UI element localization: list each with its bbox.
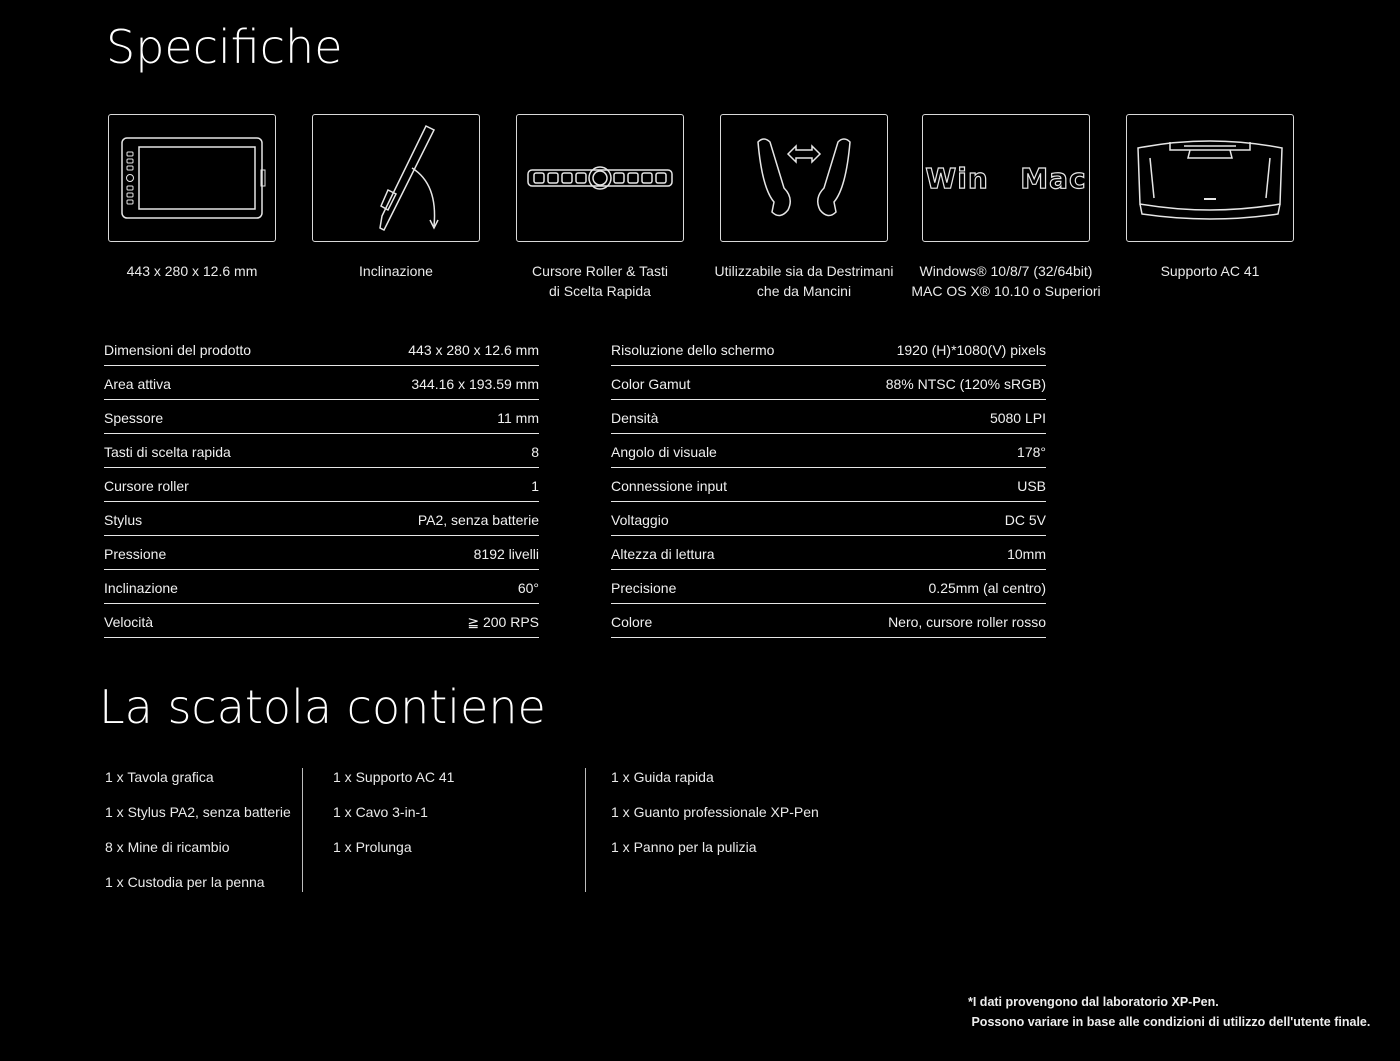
spec-value: 88% NTSC (120% sRGB) — [885, 376, 1046, 392]
specs-table-right — [611, 333, 1046, 638]
spec-row — [611, 571, 1046, 604]
list-item: 1 x Guida rapida — [611, 769, 714, 785]
spec-value: USB — [1017, 478, 1046, 494]
spec-label: Cursore roller — [104, 478, 189, 494]
list-item: 1 x Guanto professionale XP-Pen — [611, 804, 819, 820]
win-mac-icon — [922, 114, 1090, 242]
spec-label: Area attiva — [104, 376, 171, 392]
box-list-2 — [333, 766, 454, 871]
spec-value: 0.25mm (al centro) — [928, 580, 1046, 596]
spec-row — [611, 435, 1046, 468]
win-label: Win — [925, 161, 989, 195]
spec-label: Connessione input — [611, 478, 727, 494]
spec-value: DC 5V — [1004, 512, 1046, 528]
spec-label: Stylus — [104, 512, 143, 528]
spec-row — [611, 333, 1046, 366]
spec-value: 8192 livelli — [473, 546, 539, 562]
spec-row — [611, 537, 1046, 570]
spec-row — [611, 469, 1046, 502]
feature-dimensions — [108, 114, 276, 279]
spec-label: Dimensioni del prodotto — [104, 342, 252, 358]
feature-tilt — [312, 114, 480, 279]
spec-row — [104, 367, 539, 400]
feature-caption: 443 x 280 x 12.6 mm — [126, 263, 258, 279]
spec-value: 10mm — [1007, 546, 1046, 562]
feature-caption: Inclinazione — [359, 263, 433, 279]
mac-label: Mac — [1020, 161, 1087, 195]
feature-caption: Cursore Roller & Tasti di Scelta Rapida — [532, 263, 668, 299]
spec-label: Precisione — [611, 580, 677, 596]
feature-caption: Windows® 10/8/7 (32/64bit) MAC OS X® 10.10 o Superiori — [911, 263, 1101, 299]
list-item: 1 x Supporto AC 41 — [333, 769, 455, 785]
feature-os — [911, 114, 1101, 299]
spec-label: Risoluzione dello schermo — [611, 342, 775, 358]
spec-value: 5080 LPI — [989, 410, 1046, 426]
spec-label: Pressione — [104, 546, 167, 562]
spec-value: Nero, cursore roller rosso — [888, 614, 1046, 630]
feature-caption: Supporto AC 41 — [1160, 263, 1260, 279]
pen-tilt-icon — [312, 114, 480, 242]
spec-label: Velocità — [104, 614, 154, 630]
spec-row — [611, 401, 1046, 434]
spec-label: Inclinazione — [104, 580, 178, 596]
spec-row — [611, 503, 1046, 536]
spec-label: Altezza di lettura — [611, 546, 715, 562]
list-item: 1 x Panno per la pulizia — [611, 839, 757, 855]
spec-row — [104, 537, 539, 570]
column-divider — [302, 768, 303, 892]
spec-label: Tasti di scelta rapida — [104, 444, 231, 460]
list-item: 1 x Custodia per la penna — [105, 874, 265, 890]
spec-row — [611, 367, 1046, 400]
tablet-display-icon — [108, 114, 276, 242]
spec-value: 1 — [531, 478, 539, 494]
box-contents-title: La scatola contiene — [99, 680, 546, 734]
list-item: 1 x Tavola grafica — [105, 769, 214, 785]
feature-stand — [1126, 114, 1294, 279]
spec-value: 11 mm — [497, 410, 539, 426]
spec-value: 8 — [531, 444, 539, 460]
spec-row — [104, 605, 539, 638]
column-divider — [585, 768, 586, 892]
spec-row — [104, 571, 539, 604]
stand-icon — [1126, 114, 1294, 242]
spec-row — [611, 605, 1046, 638]
spec-label: Spessore — [104, 410, 164, 426]
spec-label: Angolo di visuale — [611, 444, 717, 460]
feature-hands — [714, 114, 894, 299]
spec-value: 178° — [1017, 444, 1046, 460]
list-item: 1 x Cavo 3-in-1 — [333, 804, 428, 820]
spec-value: ≧ 200 RPS — [467, 613, 539, 630]
spec-label: Colore — [611, 614, 653, 630]
footnote-line-2: Possono variare in base alle condizioni di utilizzo dell'utente finale. — [968, 1015, 1371, 1029]
list-item: 8 x Mine di ricambio — [105, 839, 230, 855]
list-item: 1 x Stylus PA2, senza batterie — [105, 804, 291, 820]
roller-shortcut-keys-icon — [516, 114, 684, 242]
footnote — [968, 992, 1370, 1032]
list-item: 1 x Prolunga — [333, 839, 412, 855]
box-list-3 — [611, 766, 819, 871]
specs-title: Specifiche — [106, 20, 343, 74]
spec-value: 60° — [517, 580, 539, 596]
spec-value: PA2, senza batterie — [417, 512, 539, 528]
spec-row — [104, 435, 539, 468]
spec-value: 344.16 x 193.59 mm — [411, 376, 539, 392]
spec-row — [104, 333, 539, 366]
spec-label: Color Gamut — [611, 376, 691, 392]
box-list-1 — [105, 766, 291, 906]
spec-row — [104, 503, 539, 536]
feature-caption: Utilizzabile sia da Destrimani che da Mancini — [714, 263, 894, 299]
spec-value: 1920 (H)*1080(V) pixels — [896, 342, 1046, 358]
spec-label: Densità — [611, 410, 659, 426]
left-right-hand-icon — [720, 114, 888, 242]
footnote-line-1: *I dati provengono dal laboratorio XP-Pen. — [968, 995, 1219, 1009]
spec-row — [104, 401, 539, 434]
specs-table-left — [104, 333, 539, 638]
spec-row — [104, 469, 539, 502]
feature-roller — [516, 114, 684, 299]
spec-value: 443 x 280 x 12.6 mm — [408, 342, 539, 358]
spec-label: Voltaggio — [611, 512, 669, 528]
